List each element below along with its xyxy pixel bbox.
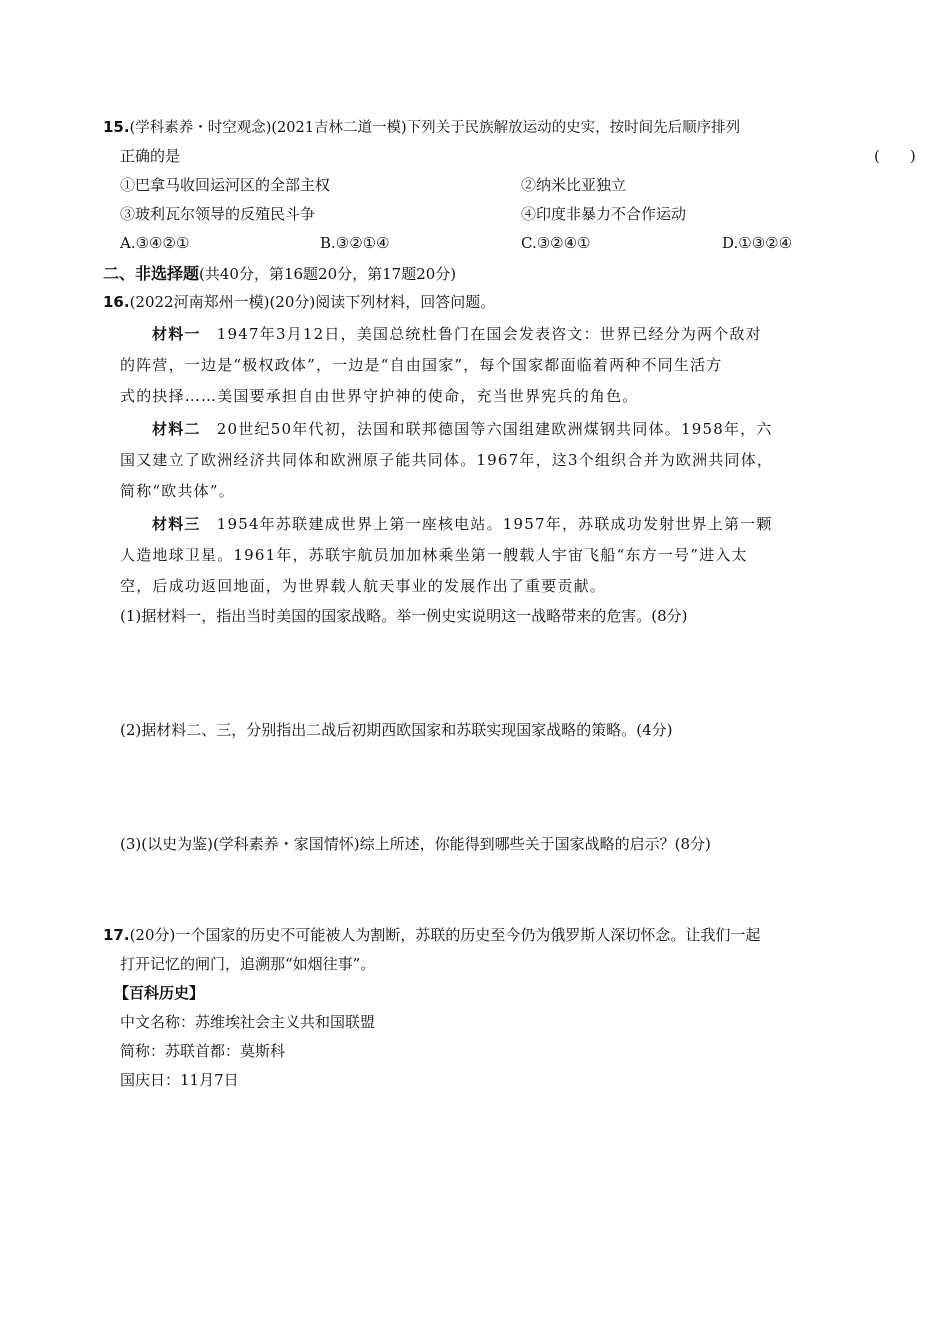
q15-option-b: B.③②①④ <box>320 234 390 252</box>
q17-info-national-day: 国庆日：11月7日 <box>120 1071 239 1089</box>
q16-subquestion-3: (3)(以史为鉴)(学科素养・家国情怀)综上所述，你能得到哪些关于国家战略的启示？(8分) <box>120 835 711 853</box>
q17-number: 17. <box>103 926 130 944</box>
q15-item-2: ②纳米比亚独立 <box>521 176 627 194</box>
q16-material2-line3: 简称“欧共体”。 <box>120 482 235 500</box>
q15-item-3: ③玻利瓦尔领导的反殖民斗争 <box>120 205 316 223</box>
q15-item-4: ④印度非暴力不合作运动 <box>521 205 687 223</box>
q16-subquestion-1: (1)据材料一，指出当时美国的国家战略。举一例史实说明这一战略带来的危害。(8分) <box>120 607 688 625</box>
q15-item-1: ①巴拿马收回运河区的全部主权 <box>120 176 331 194</box>
q17-info-capital: 简称：苏联首都：莫斯科 <box>120 1042 286 1060</box>
q17-info-name: 中文名称：苏维埃社会主义共和国联盟 <box>120 1013 376 1031</box>
q16-subquestion-2: (2)据材料二、三，分别指出二战后初期西欧国家和苏联实现国家战略的策略。(4分) <box>120 721 673 739</box>
q16-stem-line <box>103 288 495 317</box>
q16-material1-line1 <box>152 320 762 349</box>
q16-material3-line1 <box>152 510 773 539</box>
q15-stem-line2: 正确的是 <box>120 147 181 165</box>
q17-stem-text1: (20分)一个国家的历史不可能被人为割断，苏联的历史至今仍为俄罗斯人深切怀念。让我们一起 <box>129 926 761 944</box>
material3-label: 材料三 <box>152 515 201 533</box>
section2-title: 二、非选择题 <box>103 264 200 283</box>
q16-material2-line2: 国又建立了欧洲经济共同体和欧洲原子能共同体。1967年，这3个组织合并为欧洲共同体， <box>120 451 774 469</box>
q17-stem-line2: 打开记忆的闸门，追溯那“如烟往事”。 <box>120 955 376 973</box>
q16-stem: (2022河南郑州一模)(20分)阅读下列材料，回答问题。 <box>129 293 496 311</box>
q15-option-a: A.③④②① <box>120 234 190 252</box>
q16-material3-line2: 人造地球卫星。1961年，苏联宇航员加加林乘坐第一艘载人宇宙飞船“东方一号”进入太 <box>120 546 748 564</box>
q16-material2-line1 <box>152 415 773 444</box>
material1-label: 材料一 <box>152 325 201 343</box>
q15-number: 15. <box>103 118 130 136</box>
q16-material1-line2: 的阵营，一边是“极权政体”，一边是“自由国家”，每个国家都面临着两种不同生活方 <box>120 356 723 374</box>
section2-detail: (共40分，第16题20分，第17题20分) <box>199 265 457 283</box>
material3-text1: 1954年苏联建成世界上第一座核电站。1957年，苏联成功发射世界上第一颗 <box>200 515 773 533</box>
material2-label: 材料二 <box>152 420 201 438</box>
q16-material3-line3: 空，后成功返回地面，为世界载人航天事业的发展作出了重要贡献。 <box>120 577 607 595</box>
q16-number: 16. <box>103 293 130 311</box>
q15-stem-line1: (学科素养・时空观念)(2021吉林二道一模)下列关于民族解放运动的史实，按时间先后顺序排列 <box>129 120 741 136</box>
material2-text1: 20世纪50年代初，法国和联邦德国等六国组建欧洲煤钢共同体。1958年，六 <box>200 420 773 438</box>
q15-option-d: D.①③②④ <box>722 234 793 252</box>
q15-answer-bracket: ( ) <box>874 147 916 165</box>
q15-option-c: C.③②④① <box>521 234 591 252</box>
section2-heading <box>103 259 456 289</box>
q16-material1-line3: 式的抉择……美国要承担自由世界守护神的使命，充当世界宪兵的角色。 <box>120 387 639 405</box>
q17-box-title: 【百科历史】 <box>114 984 205 1002</box>
q17-stem-line1 <box>103 921 760 950</box>
q15-line1 <box>103 113 740 143</box>
material1-text1: 1947年3月12日，美国总统杜鲁门在国会发表咨文：世界已经分为两个敌对 <box>200 325 762 343</box>
